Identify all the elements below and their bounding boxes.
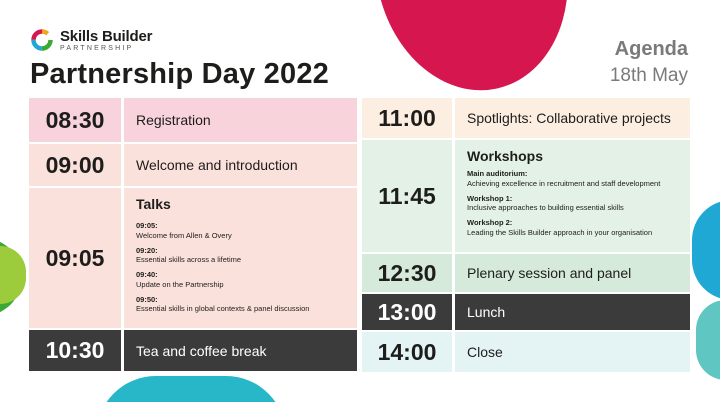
schedule-time: 14:00 <box>362 332 452 372</box>
agenda-header <box>610 38 688 87</box>
workshop-item: Workshop 1: Inclusive approaches to building essential skills <box>467 193 624 213</box>
schedule-row <box>362 98 690 138</box>
schedule-row <box>29 144 357 186</box>
workshops-title: Workshops <box>467 148 543 164</box>
talks-block <box>124 188 357 328</box>
talk-item: 09:40: Update on the Partnership <box>136 270 224 289</box>
schedule-time: 12:30 <box>362 254 452 292</box>
schedule-row <box>29 330 357 371</box>
talk-item: 09:05: Welcome from Allen & Overy <box>136 221 232 240</box>
workshop-item: Main auditorium: Achieving excellence in recruitment and staff development <box>467 169 661 188</box>
talk-item: 09:50: Essential skills in global contexts & panel discussion <box>136 294 310 314</box>
schedule-time: 10:30 <box>29 330 121 371</box>
skills-builder-logo <box>30 28 152 52</box>
logo-subtitle: PARTNERSHIP <box>60 44 134 52</box>
talk-item: 09:20: Essential skills across a lifetime <box>136 245 242 265</box>
page-title: Partnership Day 2022 <box>30 58 329 90</box>
schedule-row-workshops <box>362 140 690 252</box>
schedule-row <box>29 98 357 142</box>
workshop-item: Workshop 2: Leading the Skills Builder approach in your organisation <box>467 218 653 237</box>
decorative-blue-shape <box>692 200 720 300</box>
schedule-label: Tea and coffee break <box>124 330 357 371</box>
schedule-label: Spotlights: Collaborative projects <box>455 98 690 138</box>
schedule-time: 11:00 <box>362 98 452 138</box>
schedule-time: 09:00 <box>29 144 121 186</box>
schedule-row-talks <box>29 188 357 328</box>
schedule-row <box>362 332 690 372</box>
logo-ring-icon <box>30 28 54 52</box>
logo-name: Skills Builder <box>60 27 153 45</box>
schedule-time: 13:00 <box>362 294 452 330</box>
schedule-label: Close <box>455 332 690 372</box>
schedule-time: 11:45 <box>362 140 452 252</box>
agenda-label: Agenda <box>614 38 688 60</box>
schedule-label: Lunch <box>455 294 690 330</box>
schedule-time: 08:30 <box>29 98 121 142</box>
schedule-label: Registration <box>124 98 357 142</box>
decorative-lime-shape <box>0 246 26 304</box>
agenda-date: 18th May <box>609 65 688 86</box>
decorative-teal-right-shape <box>696 300 720 380</box>
schedule-label: Plenary session and panel <box>455 254 690 292</box>
decorative-teal-shape <box>96 376 286 402</box>
schedule-time: 09:05 <box>29 188 121 328</box>
schedule-row <box>362 254 690 292</box>
talks-title: Talks <box>136 196 171 212</box>
schedule-label: Welcome and introduction <box>124 144 357 186</box>
schedule-row <box>362 294 690 330</box>
workshops-block <box>455 140 690 252</box>
decorative-red-shape <box>377 0 590 108</box>
